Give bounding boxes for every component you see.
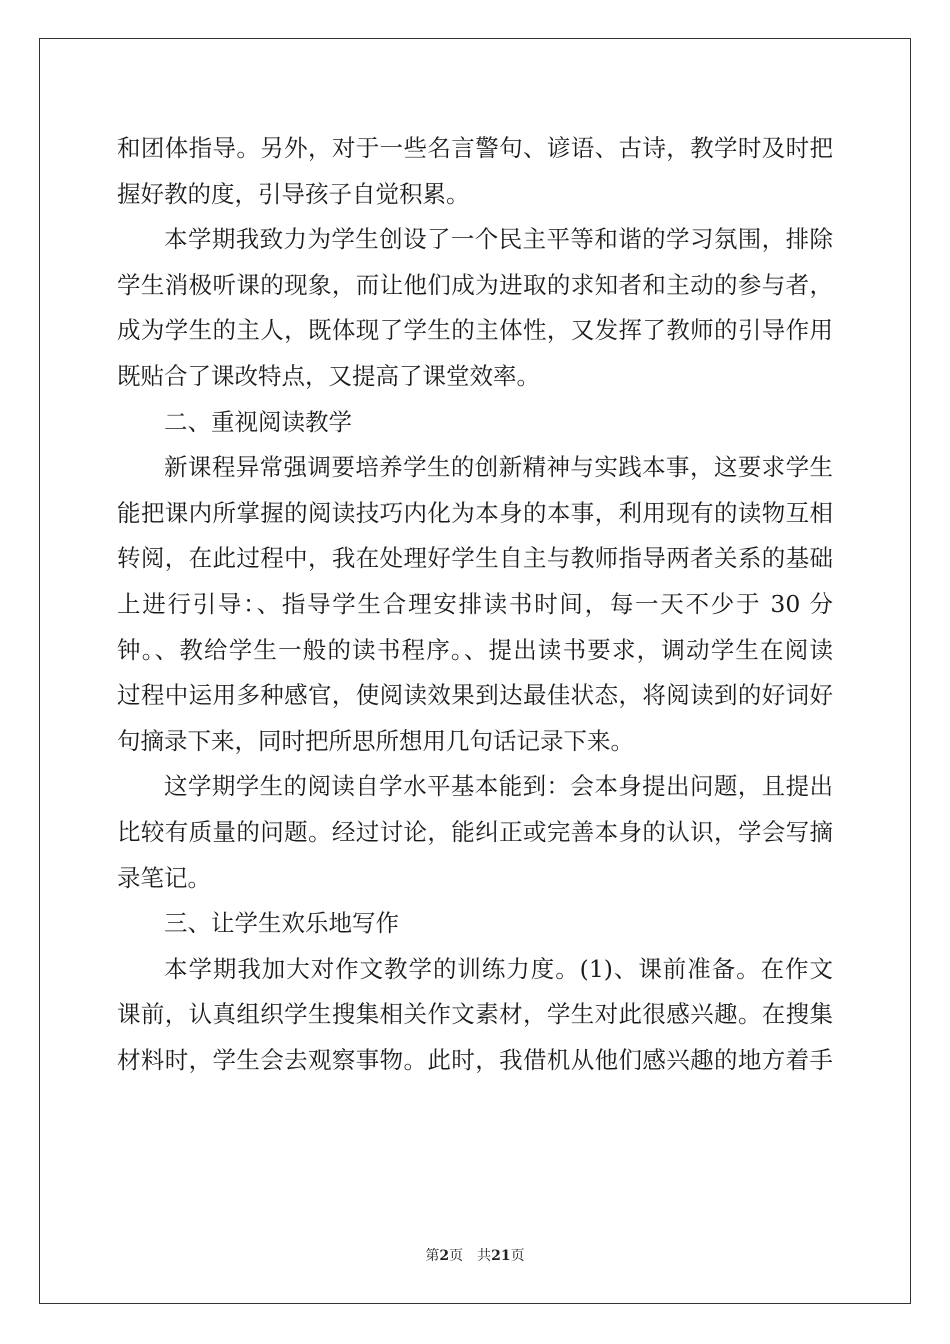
text-line: 钟。、教给学生一般的读书程序。、提出读书要求，调动学生在阅读 — [117, 635, 833, 664]
total-page-number: 21 — [491, 1248, 511, 1264]
text-line: 和团体指导。另外，对于一些名言警句、谚语、古诗，教学时及时把 — [117, 134, 833, 162]
page-footer — [0, 1245, 950, 1265]
text-line: 能把课内所掌握的阅读技巧内化为本身的本事，利用现有的读物互相 — [117, 498, 833, 527]
text-line: 上进行引导：、指导学生合理安排读书时间，每一天不少于 30 分 — [117, 589, 833, 618]
text-line: 新课程异常强调要培养学生的创新精神与实践本事，这要求学生 — [164, 453, 833, 482]
text-line: 成为学生的主人，既体现了学生的主体性，又发挥了教师的引导作用 — [117, 316, 833, 345]
text-line: 句摘录下来，同时把所思所想用几句话记录下来。 — [117, 726, 634, 755]
text-line: 二、重视阅读教学 — [164, 407, 352, 436]
text-line: 课前，认真组织学生搜集相关作文素材，学生对此很感兴趣。在搜集 — [117, 1000, 833, 1029]
text-line: 比较有质量的问题。经过讨论，能纠正或完善本身的认识，学会写摘 — [117, 817, 833, 846]
document-body — [117, 126, 833, 1083]
page-indicator: 第2页 — [425, 1248, 464, 1264]
text-line: 既贴合了课改特点，又提高了课堂效率。 — [117, 361, 540, 390]
text-line: 录笔记。 — [117, 863, 211, 892]
total-pages-indicator: 共21页 — [477, 1248, 525, 1264]
text-line: 本学期我加大对作文教学的训练力度。(1)、课前准备。在作文 — [164, 954, 833, 983]
text-line: 过程中运用多种感官，使阅读效果到达最佳状态，将阅读到的好词好 — [117, 681, 833, 710]
text-line: 学生消极听课的现象，而让他们成为进取的求知者和主动的参与者， — [117, 270, 833, 299]
text-line: 三、让学生欢乐地写作 — [164, 909, 399, 938]
text-line: 握好教的度，引导孩子自觉积累。 — [117, 179, 470, 208]
text-line: 转阅，在此过程中，我在处理好学生自主与教师指导两者关系的基础 — [117, 544, 833, 573]
text-line: 材料时，学生会去观察事物。此时，我借机从他们感兴趣的地方着手 — [117, 1045, 833, 1074]
text-line: 这学期学生的阅读自学水平基本能到：会本身提出问题，且提出 — [164, 772, 833, 801]
text-line: 本学期我致力为学生创设了一个民主平等和谐的学习氛围，排除 — [164, 225, 833, 254]
current-page-number: 2 — [439, 1248, 450, 1264]
